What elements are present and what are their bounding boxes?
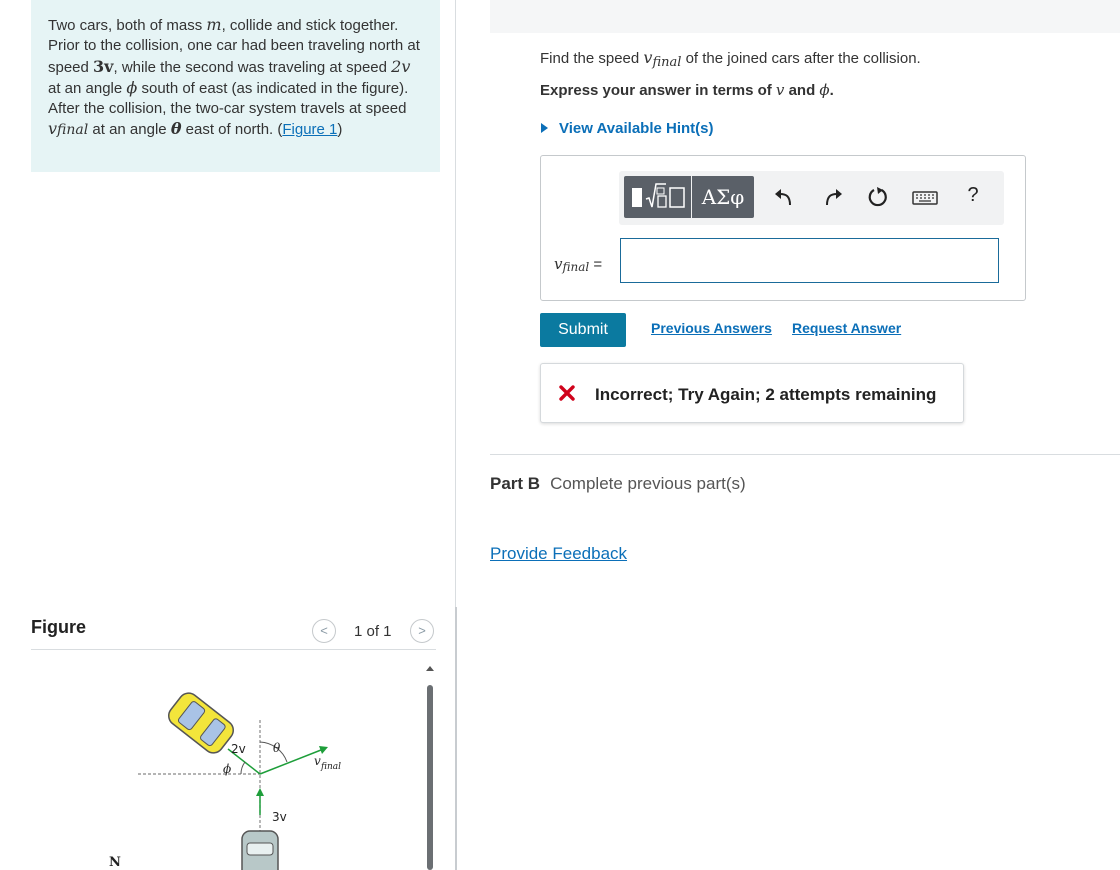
undo-icon[interactable] — [772, 185, 796, 209]
collision-figure — [31, 655, 421, 870]
part-b-header[interactable] — [490, 474, 746, 494]
figure-title: Figure — [31, 617, 87, 637]
problem-text — [48, 15, 420, 141]
express-part-2: and — [784, 82, 820, 99]
express-part-3: . — [829, 82, 834, 99]
submit-button[interactable]: Submit — [540, 313, 626, 347]
expand-triangle-icon — [541, 123, 548, 133]
question-v: v — [643, 48, 653, 67]
answer-label-v: v — [554, 255, 563, 273]
phi-symbol: ϕ — [126, 77, 138, 97]
hints-label: View Available Hint(s) — [559, 120, 714, 137]
question-part-1: Find the speed — [540, 50, 644, 67]
help-button[interactable]: ? — [967, 184, 979, 206]
part-b-label: Part B — [490, 474, 541, 493]
answer-input[interactable] — [620, 238, 999, 283]
figure-column-divider — [455, 607, 457, 870]
question-part-2: of the joined cars after the collision. — [681, 50, 921, 67]
next-figure-button[interactable]: > — [410, 619, 434, 643]
view-hints-toggle[interactable] — [540, 120, 714, 137]
answer-label — [554, 255, 602, 273]
problem-text-3: , while the second was traveling at speed — [113, 58, 392, 76]
vfinal-subscript: final — [57, 122, 89, 139]
north-label: N — [109, 855, 121, 870]
vfinal-velocity-arrow — [260, 750, 321, 774]
gray-car-icon — [242, 831, 278, 870]
problem-text-7: east of north. ( — [181, 121, 283, 139]
answer-panel — [540, 155, 1026, 301]
phi-angle-arc — [241, 762, 245, 774]
symbols-button[interactable]: ΑΣφ — [692, 176, 754, 218]
problem-text-2: , collide and stick together. Prior to the collision, one car had been traveling north at speed — [48, 17, 420, 76]
vfinal-label-sub: final — [321, 762, 342, 772]
part-header-bar — [490, 0, 1120, 33]
question-text — [540, 48, 921, 70]
problem-statement — [31, 0, 440, 172]
templates-button[interactable] — [624, 176, 691, 218]
templates-icon — [624, 176, 691, 218]
north-car-speed-label: 3v — [272, 810, 287, 824]
mass-symbol: m — [206, 15, 222, 34]
vfinal-label-v: v — [314, 754, 321, 768]
second-car-speed-label: 2v — [231, 742, 246, 756]
scroll-up-arrow-icon[interactable] — [426, 666, 434, 671]
question-v-sub: final — [652, 55, 682, 70]
speed-2v: 2v — [391, 56, 411, 76]
problem-text-1: Two cars, both of mass — [48, 17, 207, 34]
part-b-status: Complete previous part(s) — [550, 474, 746, 493]
problem-text-6: at an angle — [88, 121, 171, 139]
feedback-text: Incorrect; Try Again; 2 attempts remaining — [595, 385, 937, 404]
phi-label: ϕ — [223, 762, 232, 776]
previous-answers-link[interactable]: Previous Answers — [651, 320, 772, 336]
part-divider — [490, 454, 1120, 455]
incorrect-x-icon — [559, 385, 575, 401]
provide-feedback-link[interactable]: Provide Feedback — [490, 544, 628, 563]
theta-label: θ — [273, 741, 281, 755]
figure-pager: 1 of 1 — [354, 623, 392, 640]
problem-text-4: at an angle — [48, 79, 127, 97]
math-toolbar — [619, 171, 1004, 225]
answer-label-eq: = — [589, 256, 603, 273]
prev-figure-button[interactable]: < — [312, 619, 336, 643]
problem-text-5: south of east (as indicated in the figure). After the collision, the two-car system travels at speed — [48, 79, 409, 118]
figure-scrollbar[interactable] — [425, 663, 435, 870]
figure-divider — [31, 649, 436, 650]
yellow-car-icon — [165, 689, 238, 757]
theta-symbol: θ — [170, 119, 182, 139]
north-car-arrowhead — [256, 788, 264, 796]
vfinal-symbol: v — [48, 119, 58, 139]
feedback-box — [540, 363, 964, 423]
speed-3v: 3v — [93, 56, 114, 76]
problem-text-8: ) — [337, 121, 343, 139]
reset-icon[interactable] — [866, 185, 890, 209]
express-part-1: Express your answer in terms of — [540, 82, 776, 99]
express-v: v — [775, 81, 785, 99]
figure-link[interactable]: Figure 1 — [282, 121, 338, 139]
express-phi: ϕ — [819, 81, 830, 99]
request-answer-link[interactable]: Request Answer — [792, 320, 902, 336]
redo-icon[interactable] — [821, 185, 845, 209]
keyboard-icon[interactable] — [911, 185, 939, 209]
scrollbar-thumb[interactable] — [427, 685, 433, 870]
answer-label-sub: final — [562, 260, 590, 274]
express-instructions — [540, 81, 834, 99]
